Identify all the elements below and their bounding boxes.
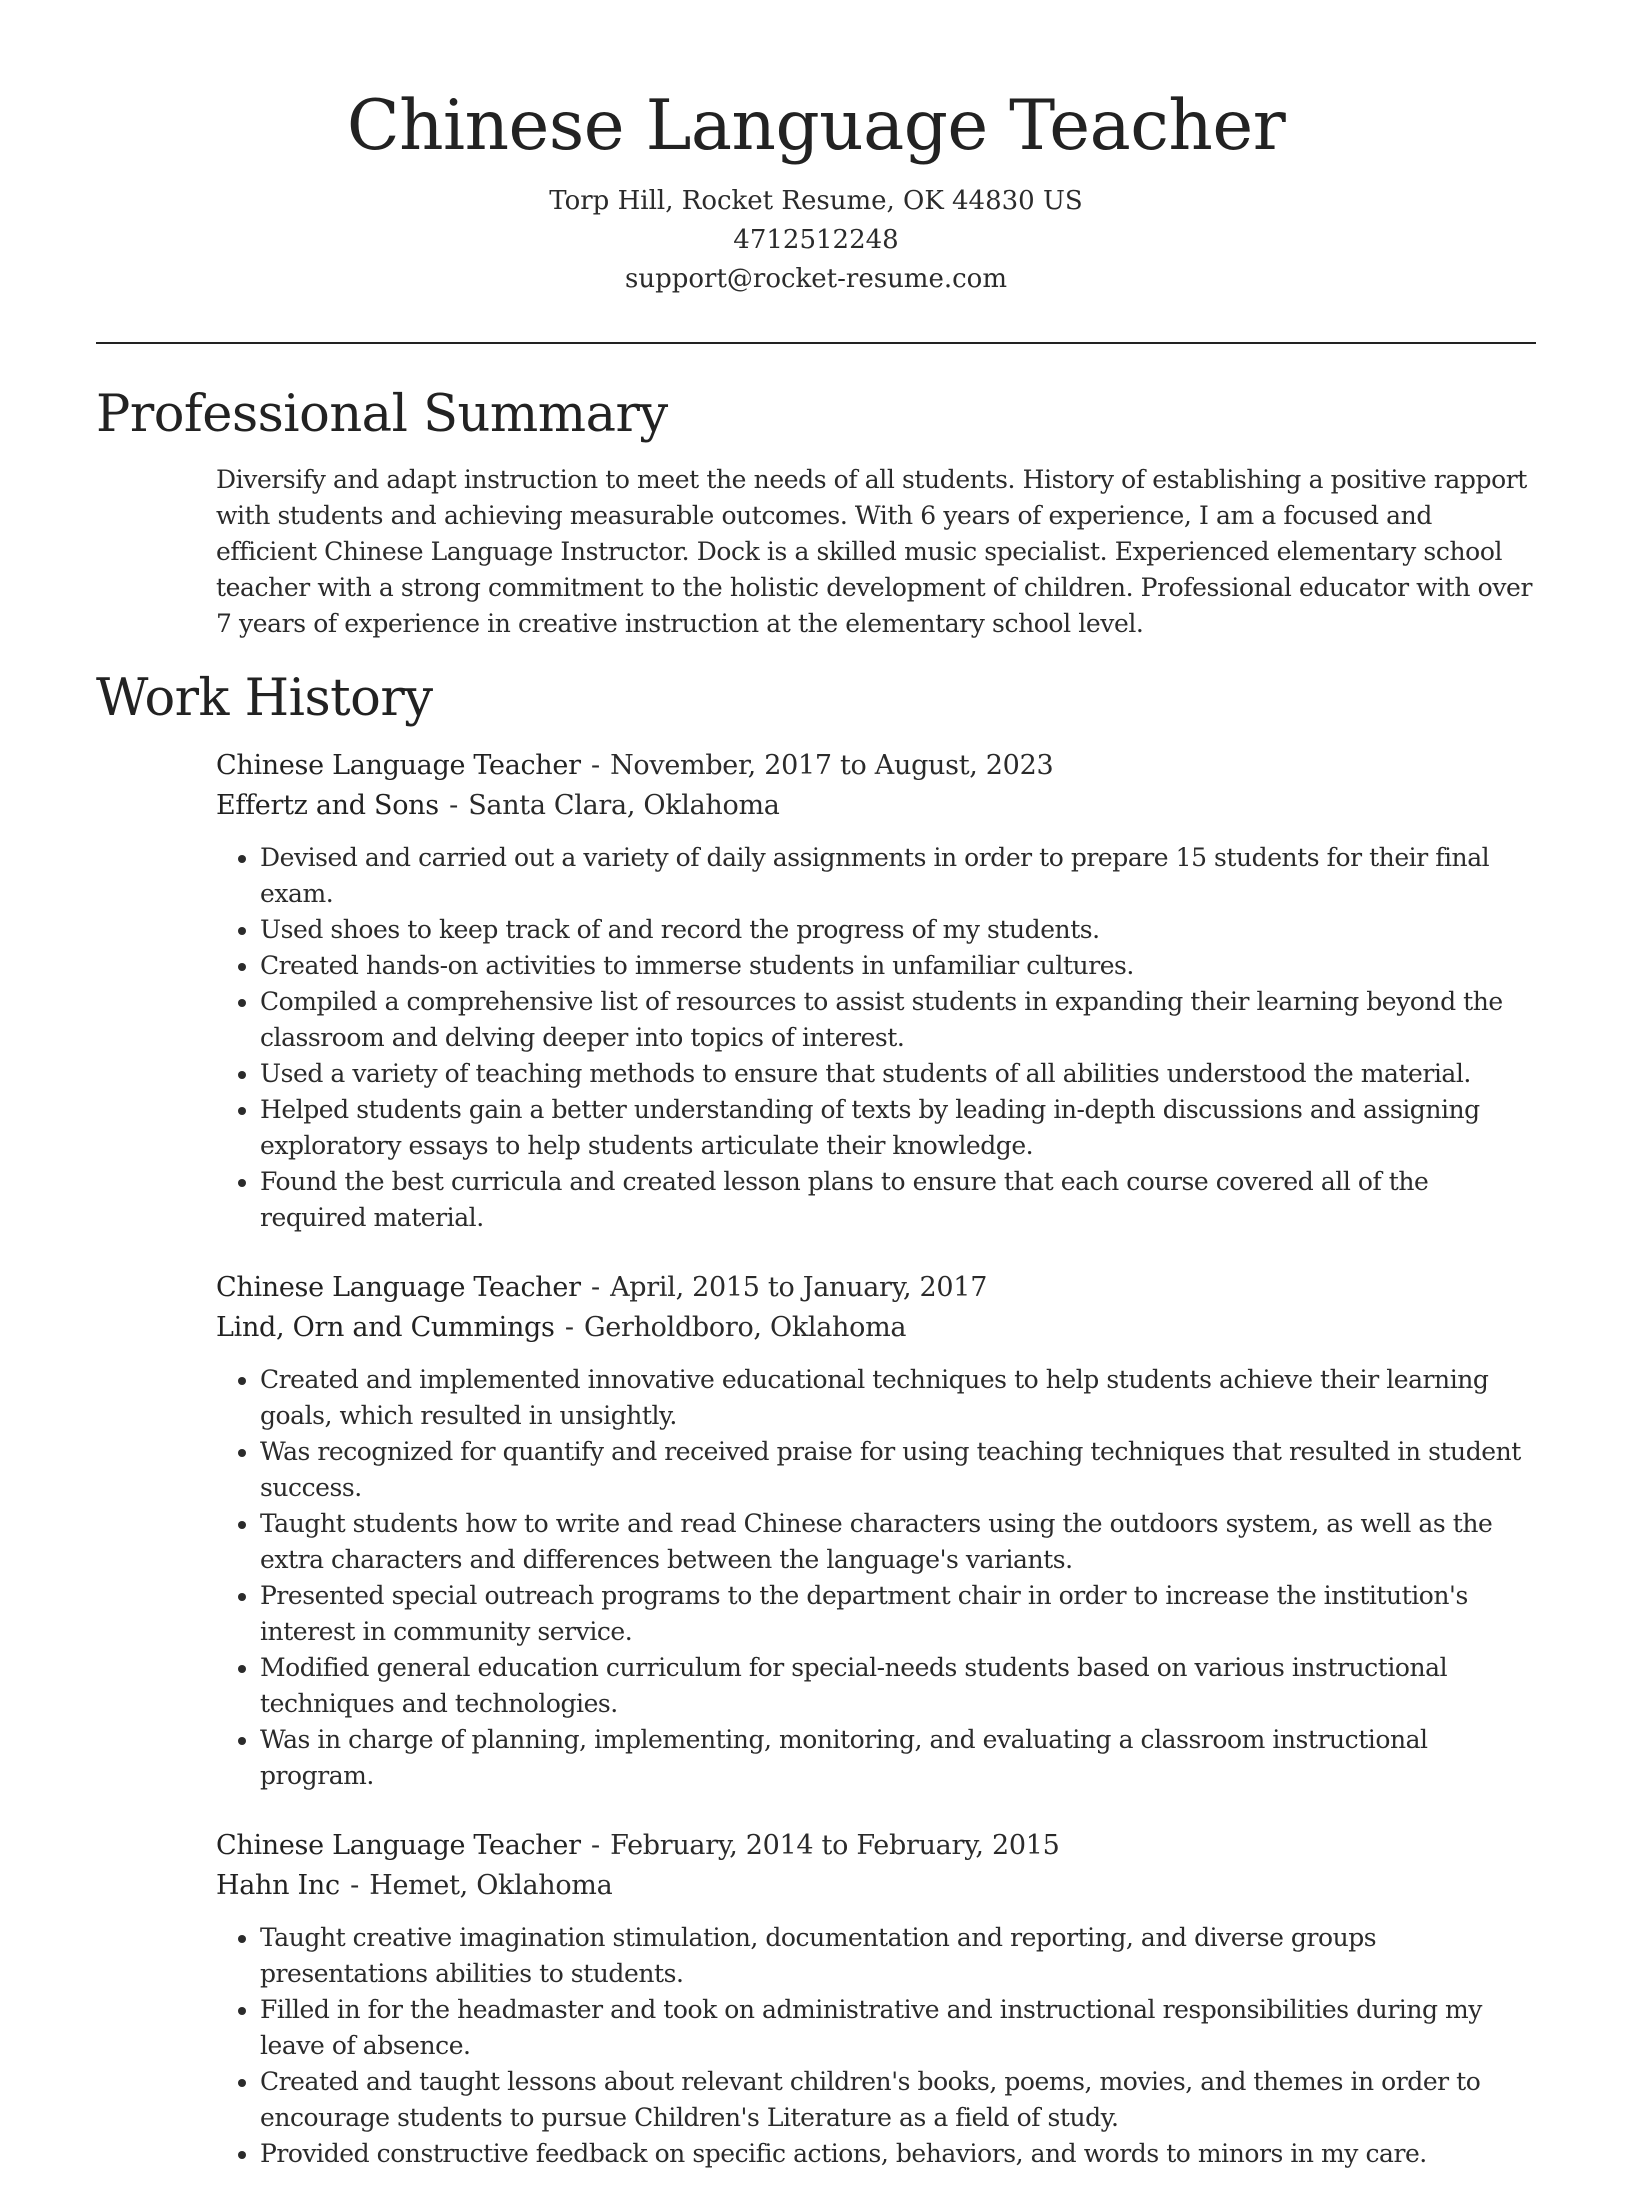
job-title-line [216,1268,1536,1308]
duty-item: • Used shoes to keep track of and record the progress of my students. [260,912,1536,948]
job-location: Santa Clara, Oklahoma [468,790,780,821]
job-entry [216,746,1536,1236]
duty-item: • Filled in for the headmaster and took on administrative and instructional responsibilities during my leave of absence. [260,1992,1536,2064]
company-line [216,1866,1536,1906]
duty-item: • Presented special outreach programs to the department chair in order to increase the institution's interest in community service. [260,1578,1536,1650]
work-history-heading: Work History [96,669,433,728]
work-history-list [216,746,1536,2204]
job-entry [216,1268,1536,1794]
duty-list [216,840,1536,1236]
job-title: Chinese Language Teacher [216,1830,581,1861]
summary-text: Diversify and adapt instruction to meet the needs of all students. History of establishing a positive rapport with students and achieving measurable outcomes. With 6 years of experience, I am a focused and efficient Chinese Language Instructor. Dock is a skilled music specialist. Experienced elementary school teacher with a strong commitment to the holistic development of children. Professional educator with over 7 years of experience in creative instruction at the elementary school level. [216,465,1532,638]
separator: - [564,1312,574,1343]
duty-item: • Modified general education curriculum for special-needs students based on various instructional techniques and technologies. [260,1650,1536,1722]
duty-item: • Created hands-on activities to immerse students in unfamiliar cultures. [260,948,1536,984]
duty-item: • Taught students how to write and read Chinese characters using the outdoors system, as well as the extra characters and differences between the language's variants. [260,1506,1536,1578]
duty-item: • Found the best curricula and created lesson plans to ensure that each course covered all of the required material. [260,1164,1536,1236]
duty-item: • Used a variety of teaching methods to ensure that students of all abilities understood the material. [260,1056,1536,1092]
duty-item: • Taught creative imagination stimulation, documentation and reporting, and diverse groups presentations abilities to students. [260,1920,1536,1992]
separator: - [449,790,458,821]
duty-list [216,1920,1536,2172]
separator: - [350,1870,359,1901]
company-line [216,1308,1536,1348]
summary-heading: Professional Summary [96,385,668,444]
job-title: Chinese Language Teacher [216,750,581,781]
job-location: Gerholdboro, Oklahoma [584,1312,907,1343]
duty-item: • Compiled a comprehensive list of resources to assist students in expanding their learning beyond the classroom and delving deeper into topics of interest. [260,984,1536,1056]
duty-item: • Provided constructive feedback on specific actions, behaviors, and words to minors in my care. [260,2136,1536,2172]
duty-item: • Helped students gain a better understanding of texts by leading in-depth discussions and assigning exploratory essays to help students articulate their knowledge. [260,1092,1536,1164]
duty-item: • Created and implemented innovative educational techniques to help students achieve their learning goals, which resulted in unsightly. [260,1362,1536,1434]
duty-item: • Was recognized for quantify and received praise for using teaching techniques that resulted in student success. [260,1434,1536,1506]
job-title: Chinese Language Teacher [216,1272,581,1303]
separator: - [590,1272,600,1303]
company-name: Effertz and Sons [216,790,439,821]
candidate-title: Chinese Language Teacher [346,86,1286,166]
job-dates: April, 2015 to January, 2017 [610,1272,988,1303]
job-dates: February, 2014 to February, 2015 [610,1830,1060,1861]
job-entry [216,1826,1536,2172]
phone-number: 4712512248 [733,225,899,255]
separator: - [590,1830,600,1861]
separator: - [590,750,600,781]
contact-info [0,182,1632,299]
header-divider [96,342,1536,344]
email-address: support@rocket-resume.com [624,264,1007,294]
duty-list [216,1362,1536,1794]
job-title-line [216,1826,1536,1866]
job-title-line [216,746,1536,786]
duty-item: • Created and taught lessons about relevant children's books, poems, movies, and themes in order to encourage students to pursue Children's Literature as a field of study. [260,2064,1536,2136]
resume-header [0,78,1632,299]
company-name: Hahn Inc [216,1870,340,1901]
company-name: Lind, Orn and Cummings [216,1312,555,1343]
duty-item: • Devised and carried out a variety of daily assignments in order to prepare 15 students for their final exam. [260,840,1536,912]
duty-item: • Was in charge of planning, implementing, monitoring, and evaluating a classroom instructional program. [260,1722,1536,1794]
company-line [216,786,1536,826]
job-dates: November, 2017 to August, 2023 [610,750,1054,781]
address: Torp Hill, Rocket Resume, OK 44830 US [549,186,1083,216]
job-location: Hemet, Oklahoma [369,1870,613,1901]
